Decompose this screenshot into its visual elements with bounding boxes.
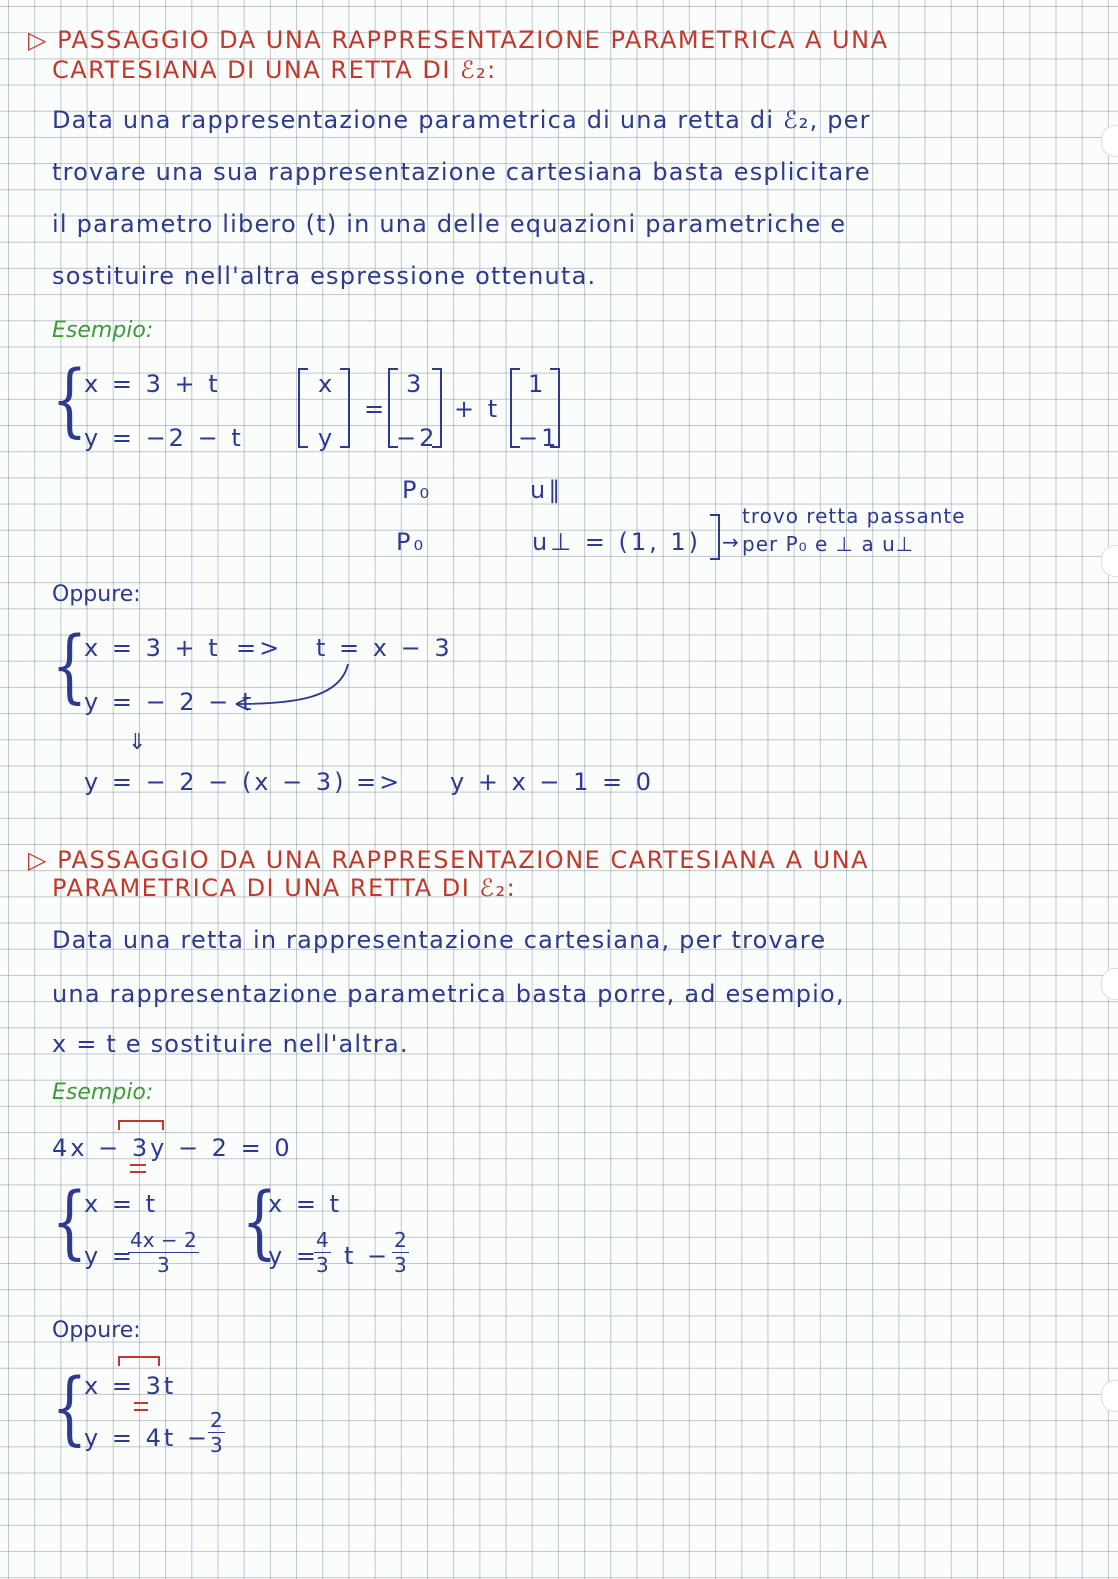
vector-u-bottom: −1 — [518, 424, 560, 452]
sysB-eq1: x = t — [268, 1190, 342, 1218]
note-line2: per P₀ e ⊥ a u⊥ — [742, 532, 915, 556]
sysB-fraction2 — [392, 1228, 409, 1277]
brace-system5: { — [51, 1361, 88, 1454]
brace-system3: { — [51, 1175, 88, 1268]
vector-u-right-bracket — [550, 368, 560, 448]
vector-p0-bottom: −2 — [396, 424, 438, 452]
substitution-arrow-icon — [228, 660, 368, 720]
alt2-numerator: 2 — [210, 1408, 223, 1432]
brace-system1: { — [51, 353, 88, 446]
sysB-f2-denominator: 3 — [394, 1253, 407, 1277]
section1-body-line2: trovare una sua rappresentazione cartesiana basta esplicitare — [52, 158, 871, 186]
alt2-eq1: x = 3t — [84, 1372, 177, 1400]
section2-title-line2: PARAMETRICA DI UNA RETTA DI ℰ₂: — [52, 874, 517, 902]
sysB-mid: t − — [344, 1242, 391, 1270]
sysA-eq1: x = t — [84, 1190, 158, 1218]
sys1-eq1: x = 3 + t — [84, 370, 221, 398]
vector-x: x — [318, 370, 336, 398]
vector-equals: = — [364, 395, 388, 423]
brace-system4: { — [241, 1175, 278, 1268]
cartesian-eq: 4x − 3y − 2 = 0 — [52, 1134, 293, 1162]
implies-arrow-2: => — [356, 768, 403, 796]
sysB-f1-numerator: 4 — [316, 1228, 329, 1252]
vector-xy-right-bracket — [340, 368, 350, 448]
punch-hole — [1101, 968, 1118, 1000]
sysB-f1-denominator: 3 — [316, 1253, 329, 1277]
section1-oppure: Oppure: — [52, 582, 141, 607]
down-implies-icon: ⇓ — [128, 730, 147, 755]
vector-y: y — [318, 424, 336, 452]
section1-body-line1: Data una rappresentazione parametrica di una retta di ℰ₂, per — [52, 106, 871, 134]
sysA-numerator: 4x − 2 — [130, 1228, 197, 1252]
vector-p0-top: 3 — [406, 370, 425, 398]
punch-hole — [1101, 1380, 1118, 1412]
sys1-eq2: y = −2 − t — [84, 424, 244, 452]
highlight-bracket-2 — [118, 1356, 160, 1366]
punch-hole — [1101, 125, 1118, 157]
label-p0-second: P₀ — [396, 528, 427, 556]
alt2-fraction — [208, 1408, 225, 1457]
note-arrow-icon: → — [722, 530, 739, 554]
highlight-underline — [130, 1164, 146, 1173]
section2-oppure: Oppure: — [52, 1318, 141, 1343]
sysA-fraction — [128, 1228, 199, 1277]
highlight-underline-2 — [134, 1402, 148, 1411]
sysB-y: y = — [268, 1242, 319, 1270]
implies-arrow-1: => — [236, 634, 283, 662]
sysB-fraction1 — [314, 1228, 331, 1277]
section1-title-line2: CARTESIANA DI UNA RETTA DI ℰ₂: — [52, 56, 497, 84]
vector-plus-t: + t — [454, 395, 501, 423]
section1-body-line4: sostituire nell'altra espressione ottenuta. — [52, 262, 597, 290]
section2-body-line1: Data una retta in rappresentazione cartesiana, per trovare — [52, 926, 827, 954]
punch-hole — [1101, 545, 1118, 577]
alt2-denominator: 3 — [210, 1433, 223, 1457]
sysA-y: y = — [84, 1242, 135, 1270]
section1-example-label: Esempio: — [52, 318, 154, 343]
sysB-f2-numerator: 2 — [394, 1228, 407, 1252]
brace-system2: { — [51, 619, 88, 712]
label-u-parallel: u∥ — [530, 476, 564, 504]
section1-body-line3: il parametro libero (t) in una delle equazioni parametriche e — [52, 210, 847, 238]
note-bracket — [710, 514, 720, 560]
section2-example-label: Esempio: — [52, 1080, 154, 1105]
result-eq: y + x − 1 = 0 — [450, 768, 655, 796]
section2-body-line2: una rappresentazione parametrica basta porre, ad esempio, — [52, 980, 845, 1008]
alt-eq2: y = − 2 − t — [84, 688, 255, 716]
alt-eq1: x = 3 + t — [84, 634, 221, 662]
section2-title-line1: ▷ PASSAGGIO DA UNA RAPPRESENTAZIONE CARTESIANA A UNA — [28, 846, 870, 874]
vector-u-top: 1 — [528, 370, 547, 398]
alt2-y: y = 4t − — [84, 1424, 210, 1452]
substituted-eq: y = − 2 − (x − 3) — [84, 768, 347, 796]
sysA-denominator: 3 — [157, 1253, 170, 1277]
label-p0: P₀ — [402, 476, 433, 504]
section1-title-line1: ▷ PASSAGGIO DA UNA RAPPRESENTAZIONE PARAMETRICA A UNA — [28, 26, 889, 54]
solved-t: t = x − 3 — [316, 634, 453, 662]
note-line1: trovo retta passante — [742, 504, 966, 528]
section2-body-line3: x = t e sostituire nell'altra. — [52, 1030, 409, 1058]
label-u-perpendicular: u⊥ = (1, 1) — [532, 528, 702, 556]
vector-xy-left-bracket — [298, 368, 308, 448]
highlight-bracket — [118, 1120, 164, 1130]
vector-p0-right-bracket — [432, 368, 442, 448]
